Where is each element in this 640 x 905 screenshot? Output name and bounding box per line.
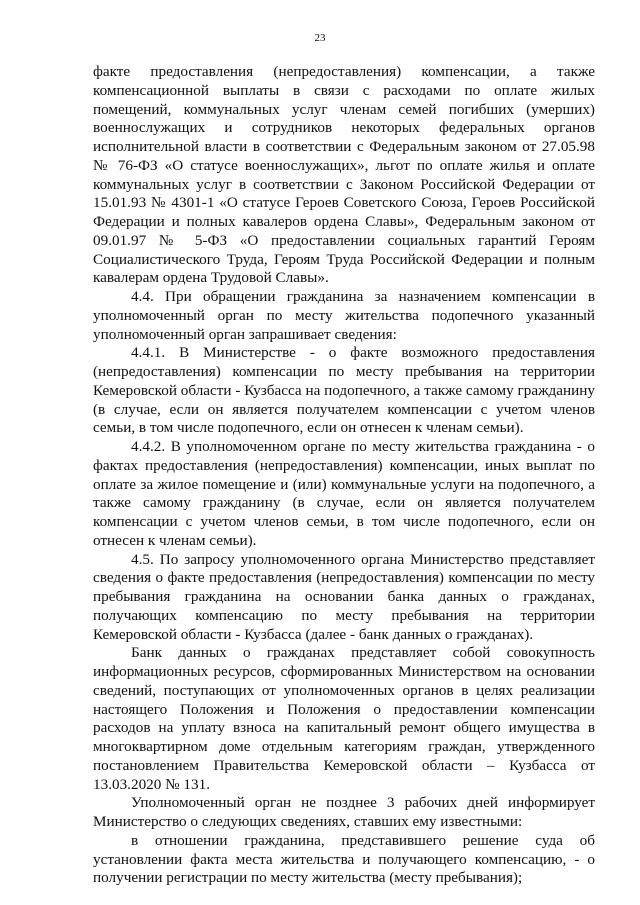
paragraph-4-4-2: 4.4.2. В уполномоченном органе по месту жительства гражданина - о фактах предоставления (непредоставления) компенсации, иных выплат по оплате за жилое помещение и (или) коммунальные услуги на подопечного, а также самому гражданину (в случае, если он является получателем компенсации с учетом членов семьи, в том числе подопечного, если он отнесен к членам семьи).: [93, 438, 595, 549]
paragraph-data-bank: Банк данных о гражданах представляет собой совокупность информационных ресурсов, сформированных Министерством на основании сведений, поступающих от уполномоченных органов в целях реализации настоящего Положения и Положения о предоставлении компенсации расходов на уплату взноса на капитальный ремонт общего имущества в многоквартирном доме отдельным категориям граждан, утвержденного постановлением Правительства Кемеровской области – Кузбасса от 13.03.2020 № 131.: [93, 644, 595, 793]
page-number: 23: [314, 32, 326, 44]
paragraph-court-decision: в отношении гражданина, представившего решение суда об установлении факта места жительства и получающего компенсацию, - о получении регистрации по месту жительства (месту пребывания);: [93, 831, 595, 887]
paragraph-4-5: 4.5. По запросу уполномоченного органа Министерство представляет сведения о факте предоставления (непредоставления) компенсации по месту пребывания гражданина на основании банка данных о гражданах, получающих компенсацию по месту пребывания на территории Кемеровской области - Кузбасса (далее - банк данных о гражданах).: [93, 550, 595, 643]
paragraph-continuation: факте предоставления (непредоставления) компенсации, а также компенсационной выплаты в связи с расходами по оплате жилых помещений, коммунальных услуг членам семей погибших (умерших) военнослужащих и сотрудников некоторых федеральных органов исполнительной власти в соответствии с Федеральным законом от 27.05.98 № 76-ФЗ «О статусе военнослужащих», льгот по оплате жилья и оплате коммунальных услуг в соответствии с Законом Российской Федерации от 15.01.93 № 4301-1 «О статусе Героев Советского Союза, Героев Российской Федерации и полных кавалеров ордена Славы», Федеральным законом от 09.01.97 № 5-ФЗ «О предоставлении социальных гарантий Героям Социалистического Труда, Героям Труда Российской Федерации и полным кавалерам ордена Трудовой Славы».: [93, 63, 595, 287]
document-body: [93, 63, 595, 888]
paragraph-authority-informs: Уполномоченный орган не позднее 3 рабочих дней информирует Министерство о следующих сведениях, ставших ему известными:: [93, 794, 595, 830]
paragraph-4-4-1: 4.4.1. В Министерстве - о факте возможного предоставления (непредоставления) компенсации по месту пребывания на территории Кемеровской области - Кузбасса на подопечного, а также самому гражданину (в случае, если он является получателем компенсации с учетом членов семьи, в том числе подопечного, если он отнесен к членам семьи).: [93, 344, 596, 437]
paragraph-4-4: 4.4. При обращении гражданина за назначением компенсации в уполномоченный орган по месту жительства подопечного указанный уполномоченный орган запрашивает сведения:: [93, 288, 595, 343]
